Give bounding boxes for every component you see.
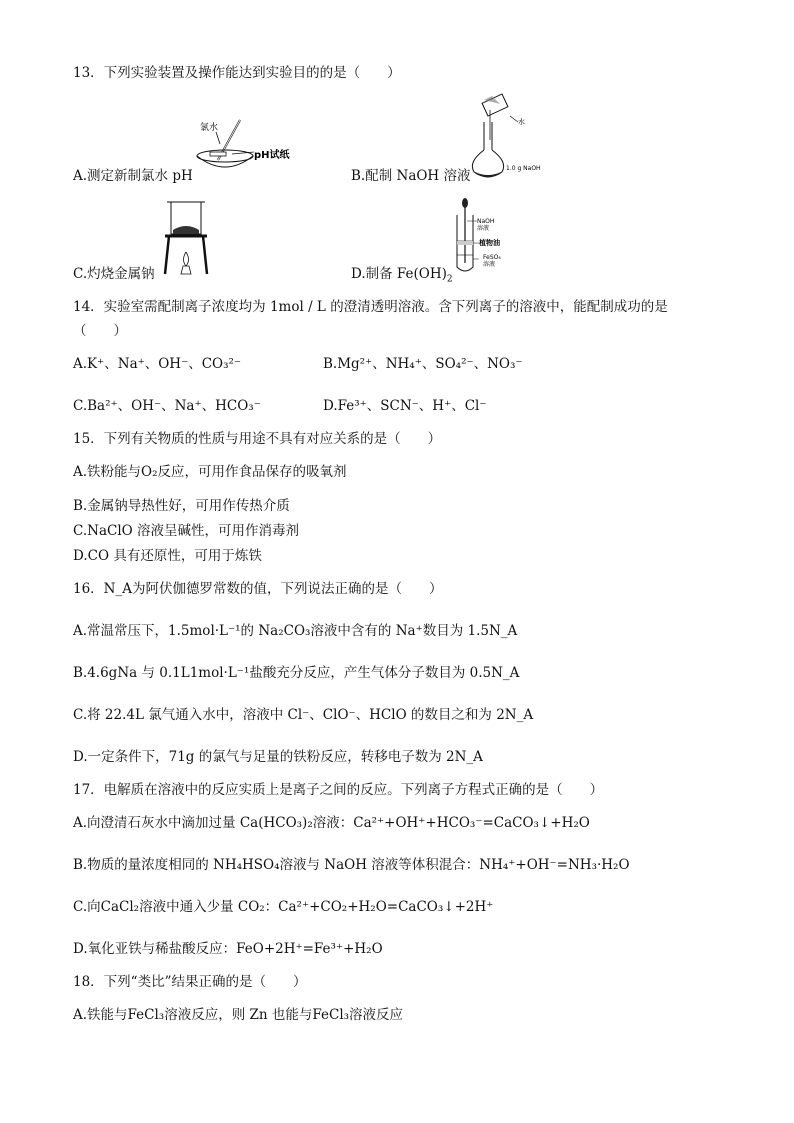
ph-test-figure: [190, 118, 300, 176]
q14-option-a: A.K⁺、Na⁺、OH⁻、CO₃²⁻: [73, 356, 242, 372]
q16-option-b: B.4.6gNa 与 0.1L1mol·L⁻¹盐酸充分反应，产生气体分子数目为 0.5N_A: [73, 665, 520, 681]
naoh-solution-label: 溶液: [477, 225, 490, 232]
feso4-solution-label: 溶液: [483, 261, 496, 268]
q15-option-a: A.铁粉能与O₂反应，可用作食品保存的吸氧剂: [73, 464, 347, 480]
q15-option-b: B.金属钠导热性好，可用作传热介质: [73, 498, 290, 514]
feso4-label: FeSO₄: [483, 254, 501, 261]
water-label: 水: [518, 118, 525, 126]
q14-option-b: B.Mg²⁺、NH₄⁺、SO₄²⁻、NO₃⁻: [323, 356, 523, 372]
burning-sodium-figure: [163, 200, 209, 276]
q16-option-a: A.常温常压下，1.5mol·L⁻¹的 Na₂CO₃溶液中含有的 Na⁺数目为 1.5N_A: [73, 623, 518, 639]
chlorine-water-label: 氯水: [200, 123, 219, 133]
ph-paper-label: pH试纸: [254, 150, 290, 161]
q14-stem: 14．实验室需配制离子浓度均为 1mol / L 的澄清透明溶液。含下列离子的溶液中，能配制成功的是: [73, 299, 668, 315]
naoh-mass-label: 1.0 g NaOH: [506, 165, 541, 172]
q14-option-d: D.Fe³⁺、SCN⁻、H⁺、Cl⁻: [323, 398, 487, 414]
q17-option-c: C.向CaCl₂溶液中通入少量 CO₂：Ca²⁺+CO₂+H₂O=CaCO₃↓+2H⁺: [73, 899, 494, 915]
volumetric-flask-figure: [470, 92, 560, 184]
q13-option-c: C.灼烧金属钠: [73, 266, 155, 282]
q15-option-d: D.CO 具有还原性，可用于炼铁: [73, 548, 262, 564]
q14-option-c: C.Ba²⁺、OH⁻、Na⁺、HCO₃⁻: [73, 398, 261, 414]
ferrous-hydroxide-figure: [453, 197, 513, 275]
q17-option-d: D.氧化亚铁与稀盐酸反应：FeO+2H⁺=Fe³⁺+H₂O: [73, 941, 383, 957]
q13-stem: 13．下列实验装置及操作能达到实验目的的是（ ）: [73, 65, 401, 81]
q17-option-b: B.物质的量浓度相同的 NH₄HSO₄溶液与 NaOH 溶液等体积混合：NH₄⁺+OH⁻=NH₃·H₂O: [73, 857, 630, 873]
q16-stem: 16．N_A为阿伏伽德罗常数的值，下列说法正确的是（ ）: [73, 581, 443, 597]
q13-option-b: B.配制 NaOH 溶液: [351, 168, 471, 184]
q18-stem: 18．下列“类比”结果正确的是（ ）: [73, 974, 307, 990]
q17-stem: 17．电解质在溶液中的反应实质上是离子之间的反应。下列离子方程式正确的是（ ）: [73, 782, 604, 798]
q13-option-a: A.测定新制氯水 pH: [73, 168, 193, 184]
q15-option-c: C.NaClO 溶液呈碱性，可用作消毒剂: [73, 523, 300, 539]
naoh-label: NaOH: [477, 218, 495, 225]
q18-option-a: A.铁能与FeCl₃溶液反应，则 Zn 也能与FeCl₃溶液反应: [73, 1007, 404, 1023]
q15-stem: 15．下列有关物质的性质与用途不具有对应关系的是（ ）: [73, 431, 442, 447]
q17-option-a: A.向澄清石灰水中滴加过量 Ca(HCO₃)₂溶液：Ca²⁺+OH⁺+HCO₃⁻=CaCO₃↓+H₂O: [73, 815, 590, 831]
q13-option-d: D.制备 $Fe(OH)_2$: [351, 266, 453, 285]
q14-paren: （ ）: [73, 323, 127, 339]
q16-option-d: D.一定条件下，71g 的氯气与足量的铁粉反应，转移电子数为 2N_A: [73, 749, 483, 765]
q16-option-c: C.将 22.4L 氯气通入水中，溶液中 Cl⁻、ClO⁻、HClO 的数目之和为 2N_A: [73, 707, 534, 723]
vegetable-oil-label: 植物油: [479, 239, 500, 247]
